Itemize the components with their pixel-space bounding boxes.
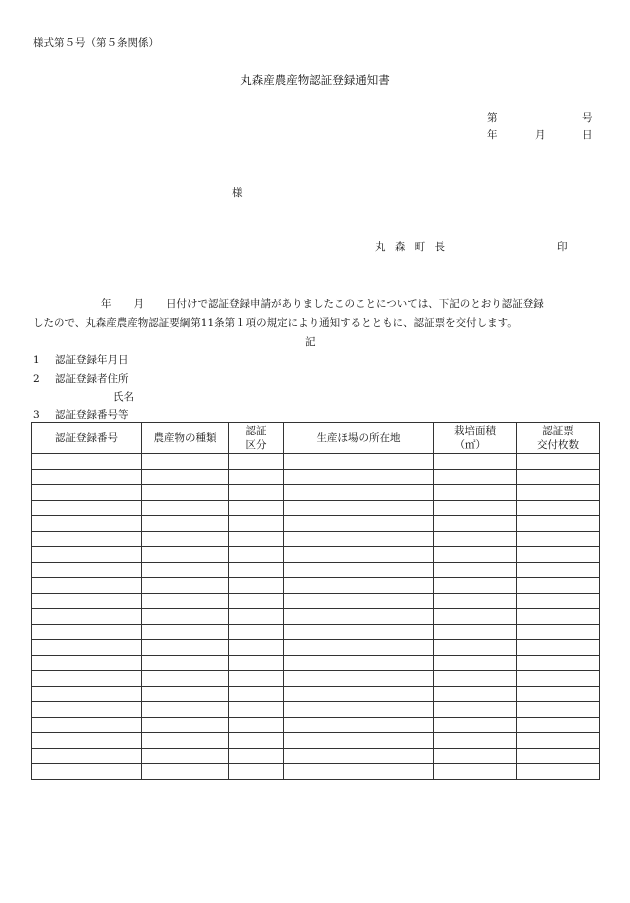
table-cell (284, 640, 434, 656)
table-cell (32, 671, 142, 687)
table-cell (434, 547, 517, 563)
table-cell (284, 624, 434, 640)
table-row (32, 655, 600, 671)
table-cell (229, 593, 284, 609)
table-cell (229, 562, 284, 578)
table-cell (229, 609, 284, 625)
table-cell (284, 469, 434, 485)
table-cell (284, 454, 434, 470)
table-cell (284, 764, 434, 780)
table-cell (517, 717, 600, 733)
table-cell (32, 748, 142, 764)
table-row (32, 469, 600, 485)
table-row (32, 748, 600, 764)
table-cell (517, 671, 600, 687)
table-cell (517, 609, 600, 625)
header-crop: 農産物の種類 (142, 423, 229, 454)
table-cell (517, 686, 600, 702)
table-cell (229, 702, 284, 718)
table-cell (142, 717, 229, 733)
table-cell (32, 516, 142, 532)
item-number: 1 (33, 354, 40, 366)
table-cell (142, 562, 229, 578)
table-cell (434, 733, 517, 749)
table-cell (229, 469, 284, 485)
table-cell (142, 531, 229, 547)
table-cell (142, 609, 229, 625)
header-cert-no: 認証登録番号 (32, 423, 142, 454)
table-cell (142, 578, 229, 594)
table-cell (32, 485, 142, 501)
table-cell (32, 593, 142, 609)
table-cell (284, 516, 434, 532)
table-cell (142, 686, 229, 702)
table-cell (142, 593, 229, 609)
table-cell (142, 485, 229, 501)
table-cell (142, 671, 229, 687)
body-line-2: したので、丸森産農産物認証要綱第11条第１項の規定により通知するとともに、認証票を交付します。 (33, 317, 518, 329)
issuer-name: 丸 森 町 長 (375, 241, 449, 253)
item-number: 2 (33, 373, 40, 385)
addressee-suffix: 様 (232, 187, 243, 199)
table-row (32, 717, 600, 733)
table-row (32, 764, 600, 780)
table-cell (434, 640, 517, 656)
table-cell (32, 733, 142, 749)
table-cell (142, 454, 229, 470)
table-cell (517, 640, 600, 656)
table-row (32, 671, 600, 687)
table-row (32, 640, 600, 656)
header-labels: 認証票 交付枚数 (517, 423, 600, 454)
table-cell (142, 748, 229, 764)
table-cell (32, 500, 142, 516)
table-cell (284, 733, 434, 749)
table-cell (229, 655, 284, 671)
table-cell (517, 593, 600, 609)
table-cell (32, 562, 142, 578)
table-cell (32, 624, 142, 640)
item-label: 認証登録年月日 (55, 354, 129, 366)
header-category: 認証 区分 (229, 423, 284, 454)
table-cell (142, 655, 229, 671)
table-cell (517, 562, 600, 578)
table-cell (229, 686, 284, 702)
table-cell (142, 469, 229, 485)
body-year: 年 (101, 298, 112, 310)
table-cell (517, 748, 600, 764)
table-cell (142, 500, 229, 516)
item-label: 認証登録者住所 (55, 373, 129, 385)
table-cell (229, 640, 284, 656)
table-cell (517, 500, 600, 516)
table-cell (32, 640, 142, 656)
table-cell (284, 531, 434, 547)
table-cell (229, 764, 284, 780)
body-line1-text: 日付けで認証登録申請がありましたこのことについては、下記のとおり認証登録 (166, 298, 544, 310)
table-cell (517, 624, 600, 640)
table-cell (434, 655, 517, 671)
table-cell (229, 717, 284, 733)
table-cell (284, 717, 434, 733)
table-row (32, 593, 600, 609)
table-cell (32, 531, 142, 547)
table-cell (142, 624, 229, 640)
table-cell (284, 562, 434, 578)
body-paragraph (33, 295, 595, 333)
table-cell (229, 531, 284, 547)
table-cell (229, 454, 284, 470)
table-row (32, 733, 600, 749)
table-cell (434, 531, 517, 547)
item-1 (33, 352, 129, 367)
table-cell (434, 454, 517, 470)
table-row (32, 500, 600, 516)
table-cell (142, 640, 229, 656)
table-cell (229, 485, 284, 501)
table-row (32, 609, 600, 625)
table-cell (284, 485, 434, 501)
table-cell (434, 702, 517, 718)
table-cell (284, 593, 434, 609)
table-cell (32, 454, 142, 470)
item-2 (33, 371, 129, 386)
form-number: 様式第５号（第５条関係） (33, 37, 159, 49)
table-header-row (32, 423, 600, 454)
table-row (32, 485, 600, 501)
table-cell (517, 733, 600, 749)
table-cell (32, 609, 142, 625)
table-cell (434, 624, 517, 640)
table-cell (517, 578, 600, 594)
header-location: 生産ほ場の所在地 (284, 423, 434, 454)
table-cell (434, 562, 517, 578)
table-cell (517, 531, 600, 547)
table-cell (142, 702, 229, 718)
table-cell (517, 764, 600, 780)
table-row (32, 516, 600, 532)
table-row (32, 702, 600, 718)
item-3 (33, 407, 129, 422)
table-cell (434, 469, 517, 485)
table-cell (434, 516, 517, 532)
table-row (32, 531, 600, 547)
table-cell (434, 748, 517, 764)
table-cell (229, 578, 284, 594)
body-line-1 (33, 295, 595, 314)
table-cell (517, 469, 600, 485)
table-row (32, 686, 600, 702)
table-cell (284, 671, 434, 687)
table-cell (434, 671, 517, 687)
date-year: 年 (487, 129, 498, 141)
table-cell (517, 655, 600, 671)
table-cell (434, 717, 517, 733)
item-number: 3 (33, 409, 40, 421)
table-cell (229, 624, 284, 640)
table-cell (517, 702, 600, 718)
table-cell (229, 500, 284, 516)
table-row (32, 547, 600, 563)
table-cell (142, 733, 229, 749)
table-row (32, 454, 600, 470)
table-cell (517, 547, 600, 563)
table-cell (32, 717, 142, 733)
table-cell (142, 547, 229, 563)
table-row (32, 624, 600, 640)
table-cell (284, 702, 434, 718)
header-area: 栽培面積 （㎡） (434, 423, 517, 454)
table-cell (32, 469, 142, 485)
number-suffix: 号 (582, 112, 593, 124)
table-cell (32, 578, 142, 594)
item-2-name: 氏名 (113, 391, 134, 403)
table-cell (434, 485, 517, 501)
seal-mark: 印 (557, 241, 568, 253)
table-cell (284, 547, 434, 563)
table-cell (284, 748, 434, 764)
table-cell (229, 516, 284, 532)
table-cell (434, 500, 517, 516)
table-cell (284, 500, 434, 516)
ki-heading: 記 (305, 336, 316, 348)
table-cell (434, 609, 517, 625)
number-prefix: 第 (487, 112, 498, 124)
table-cell (517, 516, 600, 532)
table-cell (517, 485, 600, 501)
table-cell (284, 578, 434, 594)
table-row (32, 562, 600, 578)
body-month: 月 (133, 298, 144, 310)
date-month: 月 (535, 129, 546, 141)
table-cell (434, 764, 517, 780)
table-cell (32, 686, 142, 702)
certification-table (31, 422, 600, 780)
table-cell (284, 609, 434, 625)
table-cell (142, 516, 229, 532)
table-cell (434, 578, 517, 594)
table-cell (434, 593, 517, 609)
table-cell (284, 686, 434, 702)
table-cell (229, 733, 284, 749)
document-title: 丸森産農産物認証登録通知書 (240, 73, 390, 87)
table-cell (434, 686, 517, 702)
table-cell (32, 764, 142, 780)
table-cell (32, 547, 142, 563)
table-cell (229, 748, 284, 764)
item-label: 認証登録番号等 (55, 409, 129, 421)
table-cell (142, 764, 229, 780)
date-day: 日 (582, 129, 593, 141)
table-cell (32, 655, 142, 671)
table-cell (229, 671, 284, 687)
table-cell (229, 547, 284, 563)
table-row (32, 578, 600, 594)
table-cell (517, 454, 600, 470)
table-cell (284, 655, 434, 671)
table-cell (32, 702, 142, 718)
